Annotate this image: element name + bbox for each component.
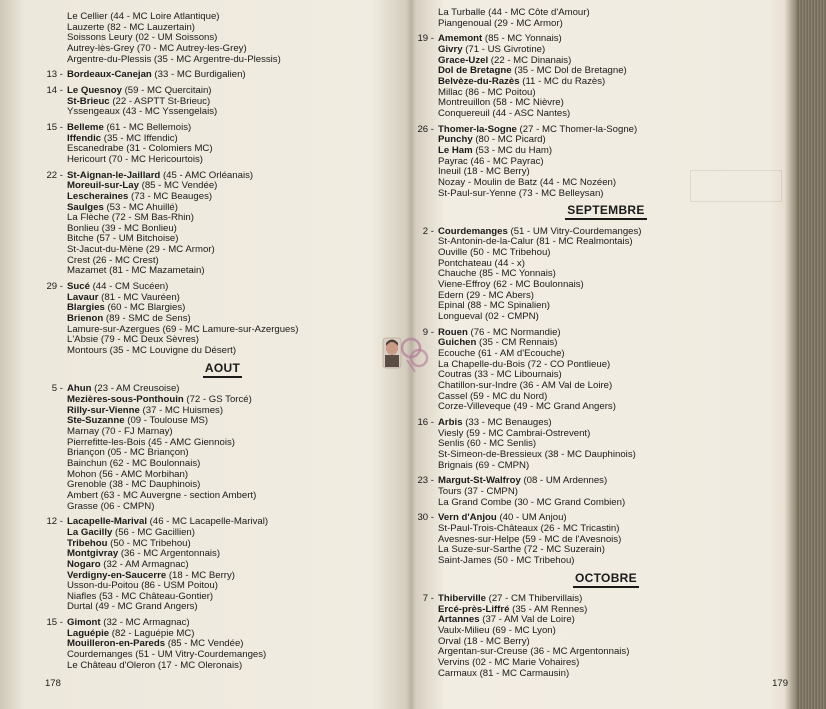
date-entry: [416, 594, 796, 679]
date-entry: [416, 227, 796, 323]
event-place-bold: Thomer-la-Sogne: [438, 123, 517, 135]
event-details: Cassel (59 - MC du Nord): [438, 390, 548, 402]
event-details: (32 - AM Armagnac): [100, 558, 189, 570]
event-details: (73 - MC Beauges): [128, 190, 213, 202]
date-entry: [45, 70, 400, 81]
event-details: Tours (37 - CMPN): [438, 485, 518, 497]
event-place-bold: La Gacilly: [67, 526, 113, 538]
event-details: Nozay - Moulin de Batz (44 - MC Nozéen): [438, 176, 617, 188]
event-details: (46 - MC Lacapelle-Marival): [147, 516, 269, 528]
event-details: Ineuil (18 - MC Berry): [438, 166, 530, 178]
event-details: Conquereuil (44 - ASC Nantes): [438, 107, 571, 119]
event-details: Durtal (49 - MC Grand Angers): [67, 601, 198, 613]
event-place-bold: Grace-Uzel: [438, 54, 489, 66]
event-place-bold: Courdemanges: [438, 225, 508, 237]
event-details: (72 - GS Torcé): [183, 394, 252, 405]
event-details: Le Château d'Oleron (17 - MC Oleronais): [67, 659, 243, 671]
event-details: La Chapelle-du-Bois (72 - CO Pontlieue): [438, 358, 611, 370]
month-heading-label: SEPTEMBRE: [565, 203, 646, 220]
event-line: [438, 402, 796, 413]
event-details: Millac (86 - MC Poitou): [438, 86, 536, 98]
day-number: 22 -: [45, 171, 63, 182]
event-details: St-Antonin-de-la-Calur (81 - MC Realmontais): [438, 236, 633, 248]
day-number: 19 -: [416, 34, 434, 45]
event-place-bold: Mouilleron-en-Pareds: [67, 638, 166, 650]
event-details: (56 - MC Gacillien): [112, 526, 195, 538]
month-heading: [416, 570, 796, 586]
event-place-bold: Rilly-sur-Vienne: [67, 404, 140, 416]
event-details: (80 - MC Picard): [472, 134, 546, 146]
event-details: (22 - MC Dinanais): [488, 54, 572, 66]
event-place-bold: Bordeaux-Canejan: [67, 69, 152, 81]
event-details: Carmaux (81 - MC Carmausin): [438, 667, 570, 679]
event-line: [67, 346, 400, 357]
day-number: 15 -: [45, 618, 63, 629]
event-place-bold: Moreuil-sur-Lay: [67, 180, 139, 192]
event-line: [438, 109, 796, 120]
event-details: (23 - AM Creusoise): [91, 383, 180, 395]
day-number: 26 -: [416, 125, 434, 136]
page-number-right: 179: [772, 678, 788, 689]
event-details: (59 - MC Quercitain): [121, 84, 212, 96]
event-place-bold: Tribehou: [67, 537, 108, 549]
event-details: Mazamet (81 - MC Mazametain): [67, 265, 205, 277]
event-line: [67, 661, 400, 672]
event-place-bold: Belvèze-du-Razès: [438, 75, 520, 87]
event-details: La Grand Combe (30 - MC Grand Combien): [438, 496, 626, 508]
event-details: (33 - MC Burdigalien): [151, 69, 246, 81]
day-number: 9 -: [416, 328, 434, 339]
event-place-bold: Saulges: [67, 201, 104, 213]
month-heading-label: OCTOBRE: [573, 571, 639, 588]
event-details: (08 - UM Ardennes): [520, 475, 608, 487]
event-details: (27 - MC Thomer-la-Sogne): [516, 123, 638, 135]
event-details: Epinal (88 - MC Spinalien): [438, 300, 550, 312]
event-line: [438, 498, 796, 509]
event-place-bold: Dol de Bretagne: [438, 65, 512, 77]
date-entry: [45, 12, 400, 65]
date-entry: [416, 125, 796, 200]
event-details: Grasse (06 - CMPN): [67, 500, 155, 512]
event-details: Escanedrabe (31 - Colomiers MC): [67, 143, 213, 155]
month-heading: [45, 360, 400, 376]
event-details: Mohon (56 - AMC Morbihan): [67, 468, 189, 480]
event-details: (11 - MC du Razès): [519, 75, 606, 87]
event-details: Lamure-sur-Azergues (69 - MC Lamure-sur-Azergues): [67, 323, 299, 335]
event-details: Yssengeaux (43 - MC Yssengelais): [67, 106, 218, 118]
event-details: Coutras (33 - MC Libournais): [438, 369, 562, 381]
event-line: [438, 669, 796, 680]
event-details: Bainchun (62 - MC Boulonnais): [67, 457, 201, 469]
event-details: (85 - MC Vendée): [138, 180, 218, 192]
event-details: Ecouche (61 - AM d'Ecouche): [438, 348, 565, 360]
day-number: 23 -: [416, 476, 434, 487]
left-page-column: [45, 12, 400, 671]
event-place-bold: Mezières-sous-Ponthouin: [67, 394, 184, 405]
event-details: Avesnes-sur-Helpe (59 - MC de l'Avesnois): [438, 533, 622, 545]
right-page-column: [416, 8, 796, 679]
event-place-bold: Ste-Suzanne: [67, 415, 125, 427]
event-details: Lauzerte (82 - MC Lauzertain): [67, 21, 195, 33]
event-place-bold: Blargies: [67, 302, 105, 314]
event-line: [438, 461, 796, 472]
event-line: [67, 55, 400, 66]
date-entry: [416, 418, 796, 471]
event-details: Marnay (70 - FJ Marnay): [67, 425, 173, 437]
event-details: (60 - MC Blargies): [104, 302, 186, 314]
event-details: (71 - US Givrotine): [462, 43, 546, 55]
event-place-bold: Iffendic: [67, 132, 102, 144]
event-details: (18 - MC Berry): [166, 569, 235, 581]
event-details: Crest (26 - MC Crest): [67, 254, 159, 266]
event-place-bold: Guichen: [438, 337, 477, 349]
event-details: (32 - MC Armagnac): [100, 617, 190, 629]
event-details: Usson-du-Poitou (86 - USM Poitou): [67, 580, 218, 592]
event-details: (27 - CM Thibervillais): [485, 593, 583, 605]
event-details: (53 - MC du Ham): [472, 144, 553, 156]
event-details: Montours (35 - MC Louvigne du Désert): [67, 345, 237, 357]
event-place-bold: Brienon: [67, 313, 104, 325]
event-details: (09 - Toulouse MS): [124, 415, 209, 427]
event-details: Chatillon-sur-Indre (36 - AM Val de Loire): [438, 380, 613, 391]
event-details: Grenoble (38 - MC Dauphinois): [67, 479, 201, 491]
event-details: Briançon (05 - MC Briançon): [67, 447, 189, 459]
event-details: Edern (29 - MC Abers): [438, 289, 534, 301]
event-details: (40 - UM Anjou): [496, 512, 567, 524]
event-place-bold: St-Brieuc: [67, 95, 110, 107]
day-number: 5 -: [45, 384, 63, 395]
event-place-bold: St-Aignan-le-Jaillard: [67, 169, 161, 181]
event-details: Bonlieu (39 - MC Bonlieu): [67, 222, 177, 234]
date-entry: [416, 513, 796, 566]
event-line: [438, 312, 796, 323]
event-details: Corze-Villeveque (49 - MC Grand Angers): [438, 401, 616, 413]
event-details: La Suze-sur-Sarthe (72 - MC Suzerain): [438, 544, 605, 556]
event-details: Montreuillon (58 - MC Nièvre): [438, 97, 564, 109]
event-place-bold: Givry: [438, 43, 463, 55]
event-details: (33 - MC Benauges): [462, 416, 552, 428]
day-number: 29 -: [45, 282, 63, 293]
event-details: St-Paul-sur-Yenne (73 - MC Belleysan): [438, 187, 604, 199]
month-heading-label: AOUT: [203, 361, 242, 378]
event-details: Argentan-sur-Creuse (36 - MC Argentonnais): [438, 646, 630, 658]
event-place-bold: Belleme: [67, 121, 104, 133]
event-line: [438, 189, 796, 200]
page-number-left: 178: [45, 678, 61, 689]
event-place-bold: Le Ham: [438, 144, 473, 156]
event-place-bold: Ercé-près-Liffré: [438, 603, 510, 615]
event-details: Chauche (85 - MC Yonnais): [438, 268, 556, 280]
event-place-bold: Rouen: [438, 326, 468, 338]
event-details: (89 - SMC de Sens): [103, 313, 191, 325]
event-details: (35 - CM Rennais): [476, 337, 558, 349]
date-entry: [45, 618, 400, 671]
event-place-bold: Lacapelle-Marival: [67, 516, 147, 528]
event-details: Autrey-lès-Grey (70 - MC Autrey-les-Grey): [67, 42, 247, 54]
event-line: [67, 266, 400, 277]
event-line: [67, 502, 400, 513]
event-details: (53 - MC Ahuillé): [103, 201, 178, 213]
event-details: Pontchateau (44 - x): [438, 257, 525, 269]
event-details: Soissons Leury (02 - UM Soissons): [67, 32, 218, 44]
event-line: [67, 70, 400, 81]
event-line: [67, 107, 400, 118]
event-details: Piangenoual (29 - MC Armor): [438, 17, 563, 29]
event-details: (37 - MC Huismes): [139, 404, 224, 416]
event-place-bold: Lavaur: [67, 291, 99, 303]
event-details: Ouville (50 - MC Tribehou): [438, 247, 551, 259]
event-line: [438, 556, 796, 567]
event-line: [67, 155, 400, 166]
event-place-bold: Nogaro: [67, 558, 101, 570]
event-details: (61 - MC Bellemois): [103, 121, 192, 133]
event-details: St-Paul-Trois-Châteaux (26 - MC Tricastin): [438, 522, 620, 534]
event-place-bold: Margut-St-Walfroy: [438, 475, 521, 487]
event-line: [67, 602, 400, 613]
event-details: Longueval (02 - CMPN): [438, 311, 539, 323]
day-number: 13 -: [45, 70, 63, 81]
event-place-bold: Artannes: [438, 614, 480, 626]
event-details: Courdemanges (51 - UM Vitry-Courdemanges): [67, 649, 267, 661]
event-details: Pierrefitte-les-Bois (45 - AMC Giennois): [67, 436, 235, 448]
day-number: 2 -: [416, 227, 434, 238]
date-entry: [45, 171, 400, 278]
date-entry: [45, 86, 400, 118]
event-details: Ambert (63 - MC Auvergne - section Ambert): [67, 489, 257, 501]
day-number: 14 -: [45, 86, 63, 97]
event-details: (50 - MC Tribehou): [107, 537, 191, 549]
event-details: Saint-James (50 - MC Tribehou): [438, 554, 575, 566]
event-details: Niafles (53 - MC Château-Gontier): [67, 590, 214, 602]
event-place-bold: Arbis: [438, 416, 463, 428]
event-details: Le Cellier (44 - MC Loire Atlantique): [67, 11, 220, 22]
event-details: Viene-Effroy (62 - MC Boulonnais): [438, 279, 584, 291]
event-place-bold: Sucé: [67, 281, 90, 293]
event-details: (22 - ASPTT St-Brieuc): [109, 95, 211, 107]
event-place-bold: Le Quesnoy: [67, 84, 122, 96]
event-line: [438, 19, 796, 30]
event-details: (76 - MC Normandie): [467, 326, 561, 338]
event-place-bold: Gimont: [67, 617, 101, 629]
event-details: (36 - MC Argentonnais): [118, 548, 221, 560]
month-heading: [416, 205, 796, 218]
event-details: Orval (18 - MC Berry): [438, 635, 530, 647]
event-place-bold: Thiberville: [438, 593, 486, 605]
date-entry: [416, 34, 796, 119]
event-place-bold: Amemont: [438, 33, 483, 45]
event-details: (45 - AMC Orléanais): [160, 169, 254, 181]
event-details: Vaulx-Milieu (69 - MC Lyon): [438, 625, 556, 637]
date-entry: [45, 517, 400, 613]
day-number: 30 -: [416, 513, 434, 524]
event-place-bold: Montgivray: [67, 548, 119, 560]
event-details: La Turballe (44 - MC Côte d'Amour): [438, 7, 590, 18]
event-details: (85 - MC Vendée): [165, 638, 244, 650]
event-place-bold: Vern d'Anjou: [438, 512, 497, 524]
event-details: (35 - MC Iffendic): [101, 132, 178, 144]
day-number: 12 -: [45, 517, 63, 528]
event-place-bold: Punchy: [438, 134, 473, 146]
event-details: Hericourt (70 - MC Hericourtois): [67, 153, 203, 165]
event-details: (81 - MC Vauréen): [98, 291, 180, 303]
event-details: (44 - CM Sucéen): [89, 281, 169, 293]
date-entry: [45, 123, 400, 166]
event-details: Viesly (59 - MC Cambrai-Ostrevent): [438, 427, 591, 439]
event-details: Payrac (46 - MC Payrac): [438, 155, 544, 167]
event-details: (35 - MC Dol de Bretagne): [511, 65, 627, 77]
date-entry: [416, 328, 796, 413]
event-details: Argentre-du-Plessis (35 - MC Argentre-du-Plessis): [67, 53, 281, 65]
event-details: La Flèche (72 - SM Bas-Rhin): [67, 212, 194, 224]
event-details: Brignais (69 - CMPN): [438, 459, 530, 471]
event-details: (85 - MC Yonnais): [482, 33, 562, 45]
event-place-bold: Ahun: [67, 383, 92, 395]
page-edges: [796, 0, 826, 709]
event-details: (35 - AM Rennes): [509, 603, 588, 615]
event-place-bold: Laguépie: [67, 627, 110, 639]
date-entry: [45, 282, 400, 357]
event-details: Bitche (57 - UM Bitchoise): [67, 233, 179, 245]
event-details: St-Simeon-de-Bressieux (38 - MC Dauphinois): [438, 448, 636, 460]
day-number: 15 -: [45, 123, 63, 134]
event-place-bold: Lescheraines: [67, 190, 129, 202]
event-details: (51 - UM Vitry-Courdemanges): [507, 225, 642, 237]
event-details: (82 - Laguépie MC): [109, 627, 195, 639]
date-entry: [416, 476, 796, 508]
date-entry: [45, 384, 400, 512]
event-details: St-Jacut-du-Mène (29 - MC Armor): [67, 244, 215, 256]
day-number: 7 -: [416, 594, 434, 605]
event-details: (37 - AM Val de Loire): [479, 614, 575, 626]
date-entry: [416, 8, 796, 29]
event-details: Vervins (02 - MC Marie Vohaires): [438, 657, 580, 669]
event-details: Senlis (60 - MC Senlis): [438, 438, 537, 450]
event-place-bold: Verdigny-en-Saucerre: [67, 569, 167, 581]
day-number: 16 -: [416, 418, 434, 429]
left-page: [0, 0, 408, 709]
event-details: L'Absie (79 - MC Deux Sèvres): [67, 334, 199, 346]
right-page: [412, 0, 796, 709]
